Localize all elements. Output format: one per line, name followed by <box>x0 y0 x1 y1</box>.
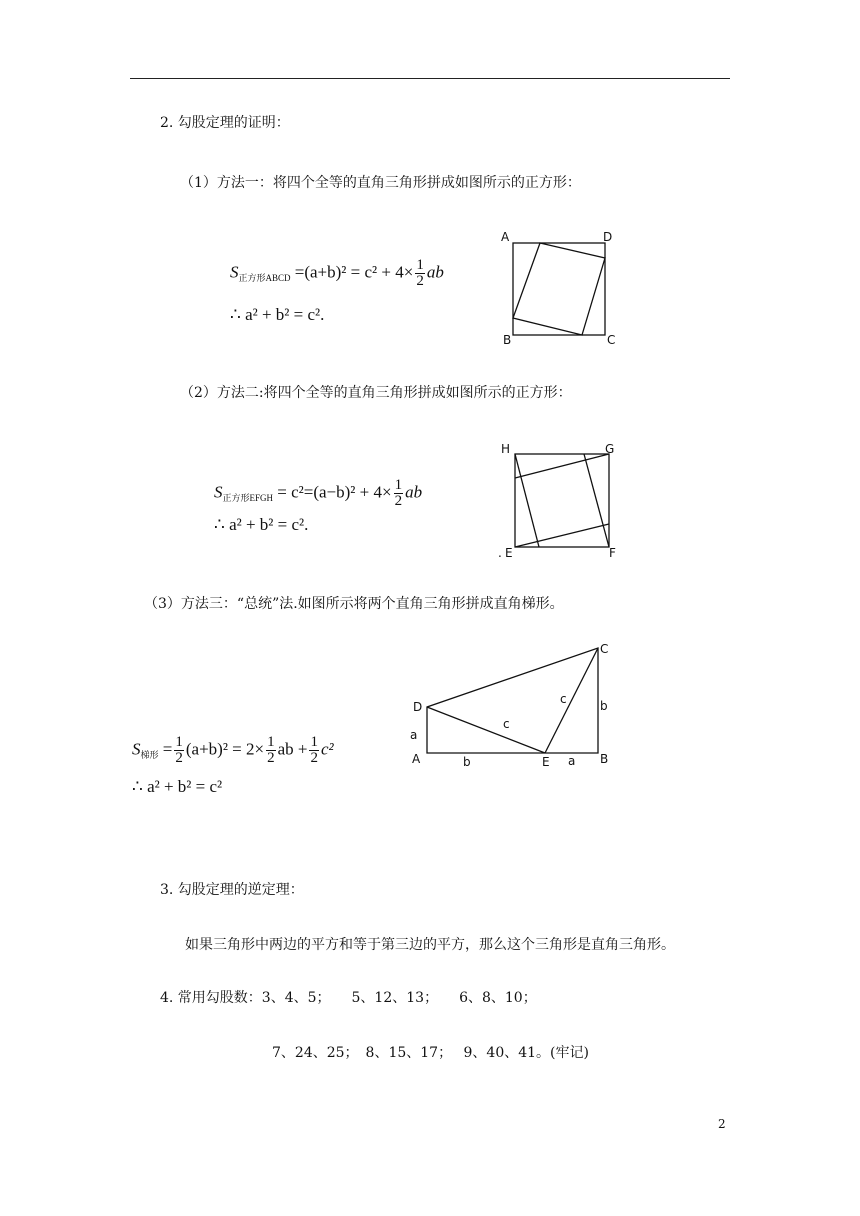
section3-heading: 3. 勾股定理的逆定理： <box>160 882 304 898</box>
header-rule <box>130 78 730 79</box>
label-dot: . <box>498 546 502 560</box>
method1-formula: $S_{正方形ABCD} =(a+b)^2 = c^2 + 4\times$ $\frac{1}{2}$ ab <box>230 257 444 289</box>
method3-conclusion: ∴ a² + b² = c² <box>132 777 223 796</box>
method2-formula: $S_{正方形EFGH} = c^2=(a-b)^2 + 4\times$ $\frac{1}{2}$ ab <box>214 477 423 509</box>
label-F: F <box>609 546 616 560</box>
page-number: 2 <box>718 1117 726 1131</box>
label-D: D <box>413 700 423 714</box>
label-C: C <box>607 333 616 347</box>
label-a-left: a <box>410 728 418 742</box>
method3-figure <box>405 638 625 773</box>
method3-title: （3）方法三：“总统”法.如图所示将两个直角三角形拼成直角梯形。 <box>144 596 564 612</box>
method3-formula: $S_{梯形}$ = $\frac{1}{2}$ (a+b)² = 2× $\frac{1}{2}$ ab + $\frac{1}{2}$ c² <box>132 734 334 766</box>
label-G: G <box>605 442 615 456</box>
label-c-lower: c <box>503 717 510 731</box>
square-efgh <box>515 454 609 547</box>
label-c-upper: c <box>560 692 567 706</box>
section4-line2: 7、24、25； 8、15、17； 9、40、41。(牢记) <box>272 1045 589 1061</box>
method1-conclusion: ∴ a² + b² = c². <box>230 305 325 324</box>
label-b-bottom: b <box>463 755 471 769</box>
method2-conclusion: ∴ a² + b² = c². <box>214 515 309 534</box>
label-B: B <box>600 752 609 766</box>
section4-heading: 4. 常用勾股数：3、4、5； 5、12、13； 6、8、10； <box>160 990 537 1006</box>
label-H: H <box>501 442 511 456</box>
label-b-right: b <box>600 699 608 713</box>
label-A: A <box>501 230 510 244</box>
section3-body: 如果三角形中两边的平方和等于第三边的平方，那么这个三角形是直角三角形。 <box>185 937 675 953</box>
method1-figure <box>495 228 625 348</box>
label-E: E <box>542 755 550 769</box>
inner-square <box>513 243 605 335</box>
section2-heading: 2. 勾股定理的证明： <box>160 115 290 131</box>
method2-figure <box>495 440 630 562</box>
label-E: E <box>505 546 513 560</box>
label-C: C <box>600 642 609 656</box>
method1-title: （1）方法一：将四个全等的直角三角形拼成如图所示的正方形： <box>180 175 581 191</box>
label-B: B <box>503 333 512 347</box>
method2-title: （2）方法二:将四个全等的直角三角形拼成如图所示的正方形： <box>180 385 572 401</box>
label-D: D <box>603 230 613 244</box>
label-A: A <box>412 752 421 766</box>
label-a-bottom: a <box>568 754 576 768</box>
trapezoid <box>427 648 598 753</box>
